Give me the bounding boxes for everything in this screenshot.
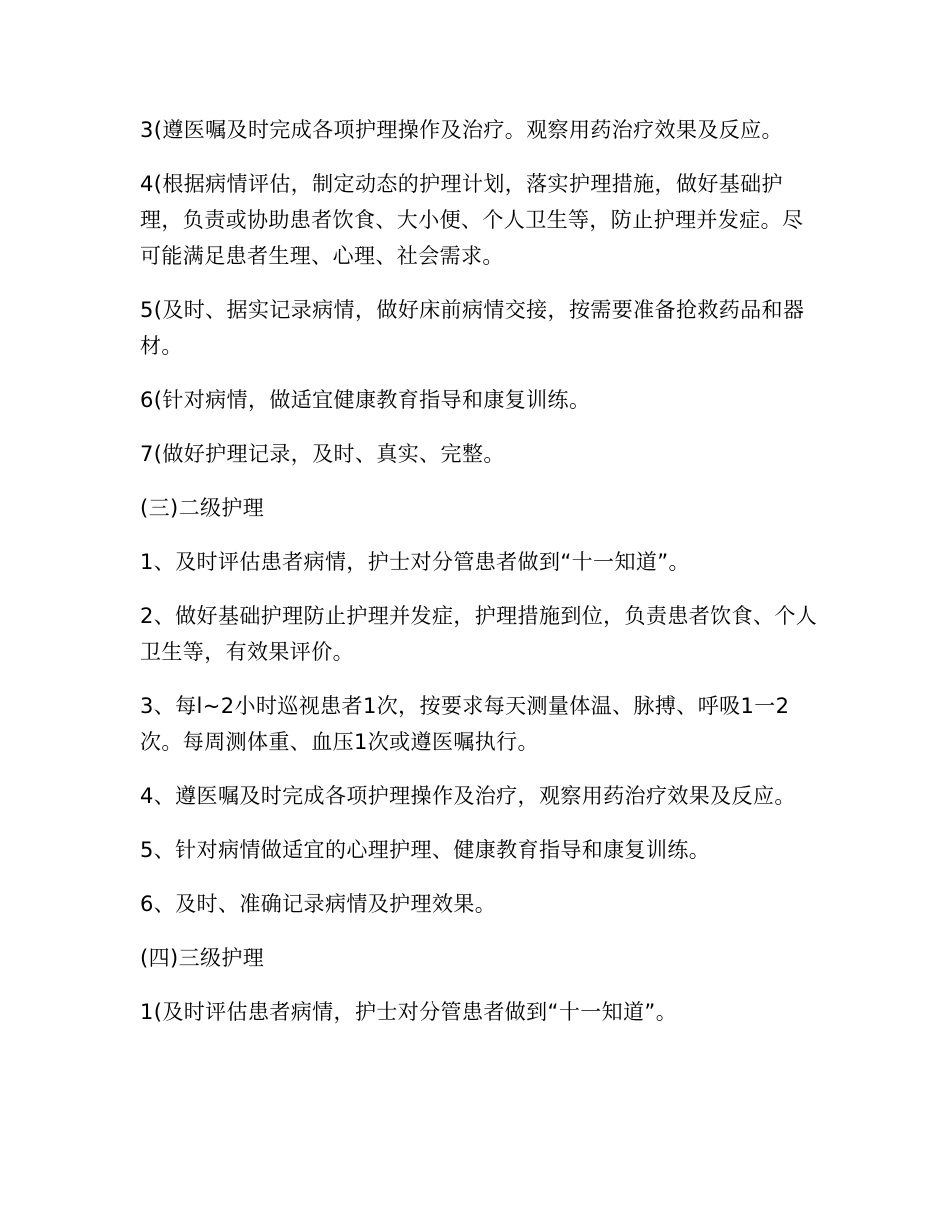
paragraph-item-7-nursing-records: 7(做好护理记录，及时、真实、完整。	[140, 442, 505, 466]
paragraph-item-6-health-education: 6(针对病情，做适宜健康教育指导和康复训练。	[140, 388, 591, 412]
paragraph-level2-item-1: 1、及时评估患者病情，护士对分管患者做到“十一知道”。	[140, 550, 690, 574]
paragraph-level2-item-5: 5、针对病情做适宜的心理护理、健康教育指导和康复训练。	[140, 838, 711, 862]
paragraph-item-4-care-plan: 4(根据病情评估，制定动态的护理计划，落实护理措施，做好基础护理，负责或协助患者饮食、大小便、个人卫生等，防止护理并发症。尽可能满足患者生理、心理、社会需求。	[140, 172, 804, 268]
paragraph-level2-item-6: 6、及时、准确记录病情及护理效果。	[140, 892, 497, 916]
paragraph-item-5-records: 5(及时、据实记录病情，做好床前病情交接，按需要准备抢救药品和器材。	[140, 298, 805, 358]
paragraph-level3-item-1: 1(及时评估患者病情，护士对分管患者做到“十一知道”。	[140, 1000, 678, 1024]
paragraph-level2-item-2: 2、做好基础护理防止护理并发症，护理措施到位，负责患者饮食、个人卫生等，有效果评价。	[140, 604, 818, 664]
section-heading-level-2-care: (三)二级护理	[140, 496, 265, 520]
document-page	[140, 112, 820, 1048]
paragraph-item-3-med-orders: 3(遵医嘱及时完成各项护理操作及治疗。观察用药治疗效果及反应。	[140, 118, 783, 142]
paragraph-level2-item-4: 4、遵医嘱及时完成各项护理操作及治疗，观察用药治疗效果及反应。	[140, 784, 796, 808]
paragraph-level2-item-3: 3、每l~2小时巡视患者1次，按要求每天测量体温、脉搏、呼吸1一2次。每周测体重、血压1次或遵医嘱执行。	[140, 694, 790, 754]
section-heading-level-3-care: (四)三级护理	[140, 946, 265, 970]
